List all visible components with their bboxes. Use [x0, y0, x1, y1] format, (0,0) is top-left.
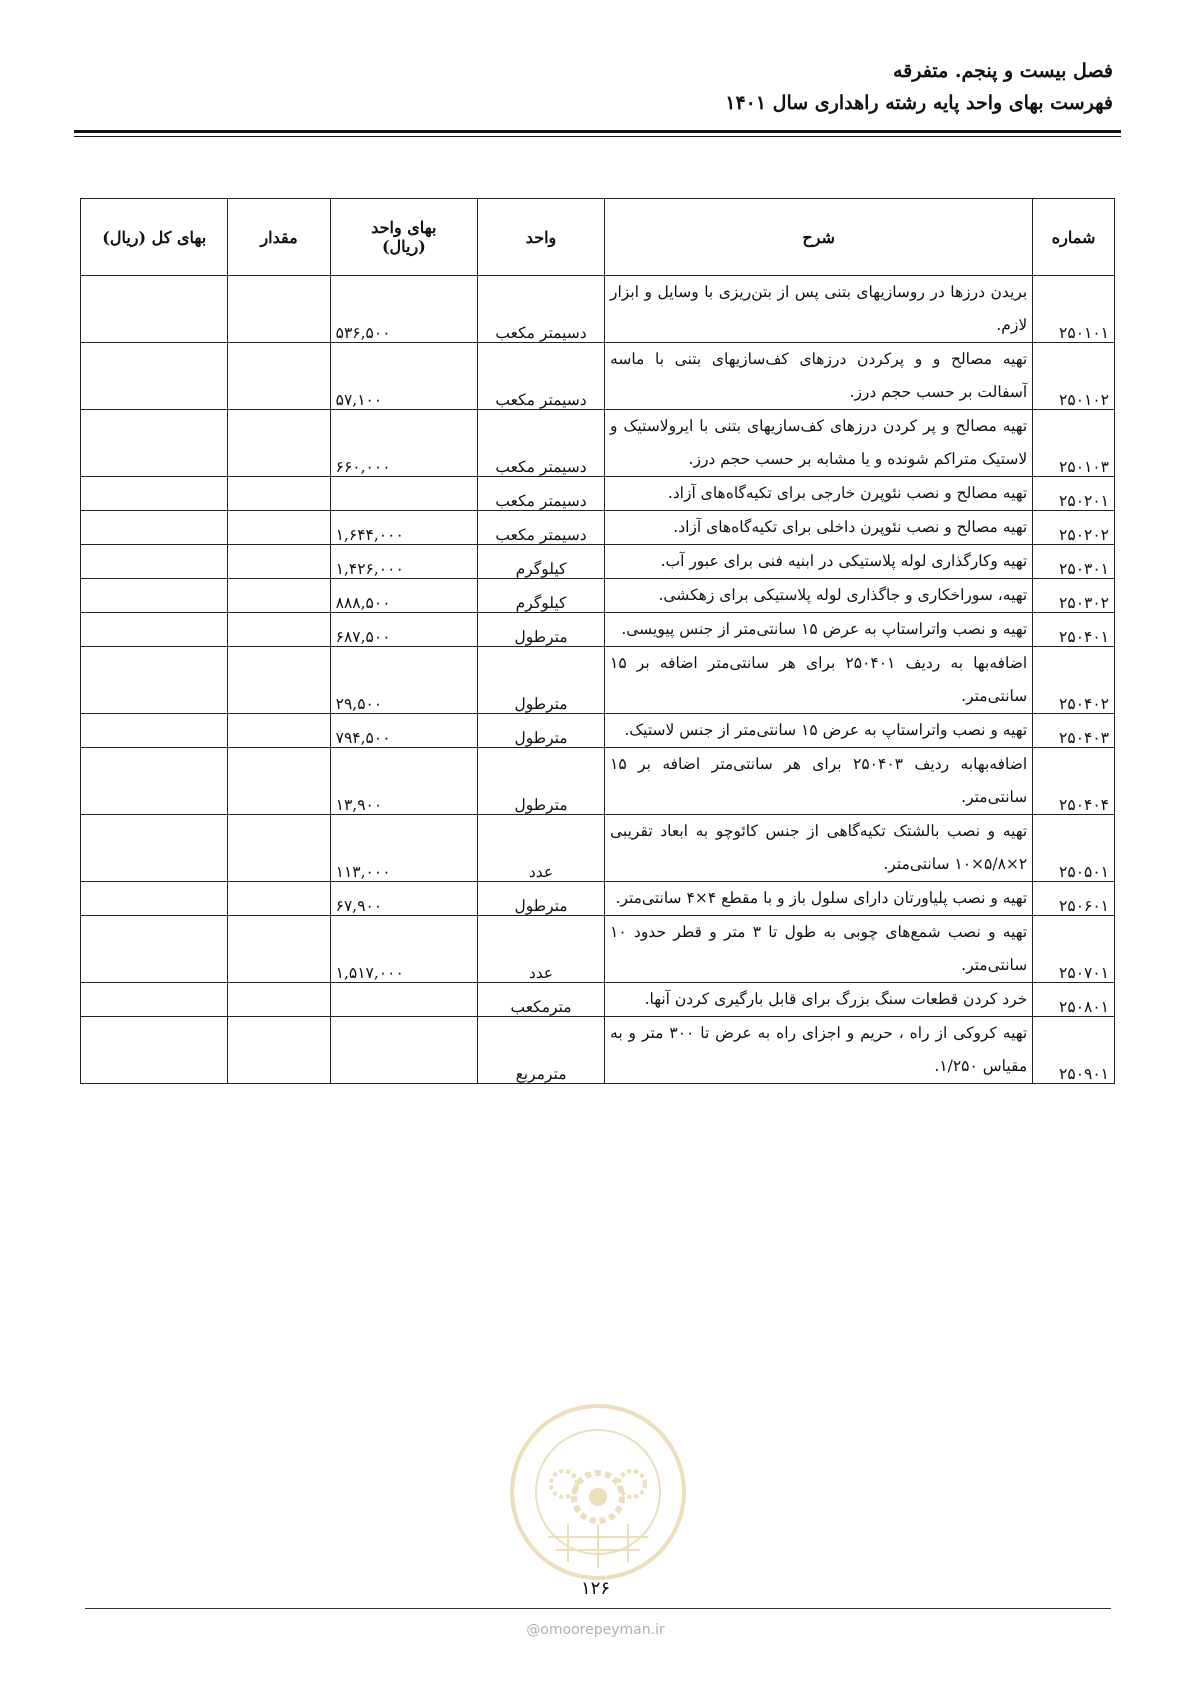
- item-number: ۲۵۰۲۰۲: [1033, 511, 1115, 545]
- item-unit-price: ۸۸۸,۵۰۰: [330, 579, 477, 613]
- item-total: [81, 983, 228, 1017]
- table-row: [81, 511, 1115, 545]
- item-number: ۲۵۰۲۰۱: [1033, 477, 1115, 511]
- item-unit: دسیمتر مکعب: [478, 343, 605, 410]
- item-unit: مترطول: [478, 613, 605, 647]
- table-row: [81, 343, 1115, 410]
- item-unit: عدد: [478, 815, 605, 882]
- item-quantity: [228, 343, 330, 410]
- item-number: ۲۵۰۴۰۲: [1033, 647, 1115, 714]
- item-unit: مترطول: [478, 647, 605, 714]
- item-unit-price: ۲۹,۵۰۰: [330, 647, 477, 714]
- item-number: ۲۵۰۹۰۱: [1033, 1017, 1115, 1084]
- header-unit-price-label: بهای واحد: [371, 218, 437, 237]
- item-unit-price: ۷۹۴,۵۰۰: [330, 714, 477, 748]
- item-total: [81, 276, 228, 343]
- item-unit-price: [330, 1017, 477, 1084]
- table-row: [81, 647, 1115, 714]
- item-unit: مترطول: [478, 714, 605, 748]
- item-number: ۲۵۰۵۰۱: [1033, 815, 1115, 882]
- item-total: [81, 882, 228, 916]
- header-number: شماره: [1033, 199, 1115, 276]
- header-description: شرح: [605, 199, 1033, 276]
- table-row: [81, 613, 1115, 647]
- item-number: ۲۵۰۱۰۲: [1033, 343, 1115, 410]
- item-quantity: [228, 410, 330, 477]
- item-number: ۲۵۰۸۰۱: [1033, 983, 1115, 1017]
- item-description: تهیه مصالح و و پرکردن درزهای کف‌سازیهای بتنی با ماسه آسفالت بر حسب حجم درز.: [605, 343, 1033, 410]
- footer-divider: [85, 1608, 1111, 1609]
- item-number: ۲۵۰۱۰۱: [1033, 276, 1115, 343]
- item-number: ۲۵۰۳۰۲: [1033, 579, 1115, 613]
- item-total: [81, 343, 228, 410]
- price-list-title: فهرست بهای واحد پایه رشته راهداری سال ۱۴۰۱: [725, 92, 1113, 114]
- item-quantity: [228, 882, 330, 916]
- header-divider-thick: [74, 130, 1121, 133]
- item-quantity: [228, 579, 330, 613]
- item-unit-price: ۶۶۰,۰۰۰: [330, 410, 477, 477]
- item-number: ۲۵۰۶۰۱: [1033, 882, 1115, 916]
- item-total: [81, 714, 228, 748]
- item-unit: عدد: [478, 916, 605, 983]
- item-total: [81, 647, 228, 714]
- price-table: [80, 198, 1115, 1084]
- item-description: تهیه وکارگذاری لوله پلاستیکی در ابنیه فنی برای عبور آب.: [605, 545, 1033, 579]
- item-unit-price: ۶۷,۹۰۰: [330, 882, 477, 916]
- table-row: [81, 276, 1115, 343]
- item-unit: مترطول: [478, 748, 605, 815]
- item-total: [81, 579, 228, 613]
- item-total: [81, 545, 228, 579]
- item-description: تهیه کروکی از راه ، حریم و اجزای راه به عرض تا ۳۰۰ متر و به مقیاس ۱/۲۵۰.: [605, 1017, 1033, 1084]
- item-unit: دسیمتر مکعب: [478, 477, 605, 511]
- item-quantity: [228, 748, 330, 815]
- item-description: اضافه‌بها به ردیف ۲۵۰۴۰۱ برای هر سانتی‌متر اضافه بر ۱۵ سانتی‌متر.: [605, 647, 1033, 714]
- item-description: تهیه مصالح و پر کردن درزهای کف‌سازیهای بتنی با ایرولاستیک و لاستیک متراکم شونده و یا مشابه بر حسب حجم درز.: [605, 410, 1033, 477]
- item-unit: کیلوگرم: [478, 545, 605, 579]
- table-row: [81, 748, 1115, 815]
- table-row: [81, 545, 1115, 579]
- item-number: ۲۵۰۱۰۳: [1033, 410, 1115, 477]
- table-header-row: [81, 199, 1115, 276]
- item-description: تهیه و نصب پلیاورتان دارای سلول باز و با مقطع ۴×۴ سانتی‌متر.: [605, 882, 1033, 916]
- item-unit-price: ۵۷,۱۰۰: [330, 343, 477, 410]
- item-total: [81, 916, 228, 983]
- header-divider-thin: [74, 136, 1121, 137]
- item-quantity: [228, 477, 330, 511]
- item-unit-price: ۱,۵۱۷,۰۰۰: [330, 916, 477, 983]
- table-row: [81, 983, 1115, 1017]
- header-unit: واحد: [478, 199, 605, 276]
- table-row: [81, 410, 1115, 477]
- item-total: [81, 511, 228, 545]
- item-quantity: [228, 983, 330, 1017]
- chapter-title: فصل بیست و پنجم. متفرقه: [892, 60, 1113, 82]
- item-unit: دسیمتر مکعب: [478, 410, 605, 477]
- item-unit: مترمکعب: [478, 983, 605, 1017]
- header-unit-price-currency: (ریال): [381, 237, 426, 256]
- price-table-container: [80, 198, 1115, 1084]
- header-quantity: مقدار: [228, 199, 330, 276]
- item-quantity: [228, 276, 330, 343]
- item-description: بریدن درزها در روسازیهای بتنی پس از بتن‌ریزی با وسایل و ابزار لازم.: [605, 276, 1033, 343]
- item-unit-price: ۱۳,۹۰۰: [330, 748, 477, 815]
- seal-logo-icon: [508, 1402, 688, 1582]
- item-description: تهیه و نصب بالشتک تکیه‌گاهی از جنس کائوچو به ابعاد تقریبی ۲×۵/۸×۱۰ سانتی‌متر.: [605, 815, 1033, 882]
- item-description: تهیه و نصب واتراستاپ به عرض ۱۵ سانتی‌متر از جنس لاستیک.: [605, 714, 1033, 748]
- page-number: ۱۲۶: [580, 1578, 610, 1599]
- item-quantity: [228, 613, 330, 647]
- item-number: ۲۵۰۳۰۱: [1033, 545, 1115, 579]
- item-description: تهیه، سوراخکاری و جاگذاری لوله پلاستیکی برای زهکشی.: [605, 579, 1033, 613]
- item-quantity: [228, 714, 330, 748]
- table-row: [81, 916, 1115, 983]
- item-quantity: [228, 511, 330, 545]
- item-unit: مترمربع: [478, 1017, 605, 1084]
- item-total: [81, 410, 228, 477]
- item-number: ۲۵۰۷۰۱: [1033, 916, 1115, 983]
- table-row: [81, 714, 1115, 748]
- item-number: ۲۵۰۴۰۱: [1033, 613, 1115, 647]
- item-unit: دسیمتر مکعب: [478, 276, 605, 343]
- table-row: [81, 815, 1115, 882]
- item-quantity: [228, 1017, 330, 1084]
- item-total: [81, 477, 228, 511]
- item-unit: دسیمتر مکعب: [478, 511, 605, 545]
- item-description: تهیه و نصب شمع‌های چوبی به طول تا ۳ متر و قطر حدود ۱۰ سانتی‌متر.: [605, 916, 1033, 983]
- item-total: [81, 613, 228, 647]
- item-total: [81, 1017, 228, 1084]
- item-unit-price: ۱,۶۴۴,۰۰۰: [330, 511, 477, 545]
- item-description: تهیه و نصب واتراستاپ به عرض ۱۵ سانتی‌متر از جنس پیویسی.: [605, 613, 1033, 647]
- item-number: ۲۵۰۴۰۴: [1033, 748, 1115, 815]
- table-row: [81, 1017, 1115, 1084]
- item-description: تهیه مصالح و نصب نئوپرن داخلی برای تکیه‌گاه‌های آزاد.: [605, 511, 1033, 545]
- item-number: ۲۵۰۴۰۳: [1033, 714, 1115, 748]
- item-quantity: [228, 545, 330, 579]
- item-total: [81, 815, 228, 882]
- table-row: [81, 477, 1115, 511]
- item-quantity: [228, 916, 330, 983]
- watermark-text: @omoorepeyman.ir: [526, 1622, 665, 1638]
- page-header: [725, 56, 1113, 120]
- item-unit-price: [330, 477, 477, 511]
- item-unit-price: ۵۳۶,۵۰۰: [330, 276, 477, 343]
- item-unit: مترطول: [478, 882, 605, 916]
- item-total: [81, 748, 228, 815]
- item-description: خرد کردن قطعات سنگ بزرگ برای قابل بارگیری کردن آنها.: [605, 983, 1033, 1017]
- item-quantity: [228, 815, 330, 882]
- item-description: تهیه مصالح و نصب نئوپرن خارجی برای تکیه‌گاه‌های آزاد.: [605, 477, 1033, 511]
- item-unit: کیلوگرم: [478, 579, 605, 613]
- item-unit-price: [330, 983, 477, 1017]
- item-quantity: [228, 647, 330, 714]
- item-unit-price: ۱,۴۲۶,۰۰۰: [330, 545, 477, 579]
- item-description: اضافه‌بهابه ردیف ۲۵۰۴۰۳ برای هر سانتی‌متر اضافه بر ۱۵ سانتی‌متر.: [605, 748, 1033, 815]
- table-row: [81, 579, 1115, 613]
- item-unit-price: ۱۱۳,۰۰۰: [330, 815, 477, 882]
- header-total: بهای کل (ریال): [81, 199, 228, 276]
- table-row: [81, 882, 1115, 916]
- header-unit-price: [330, 199, 477, 276]
- item-unit-price: ۶۸۷,۵۰۰: [330, 613, 477, 647]
